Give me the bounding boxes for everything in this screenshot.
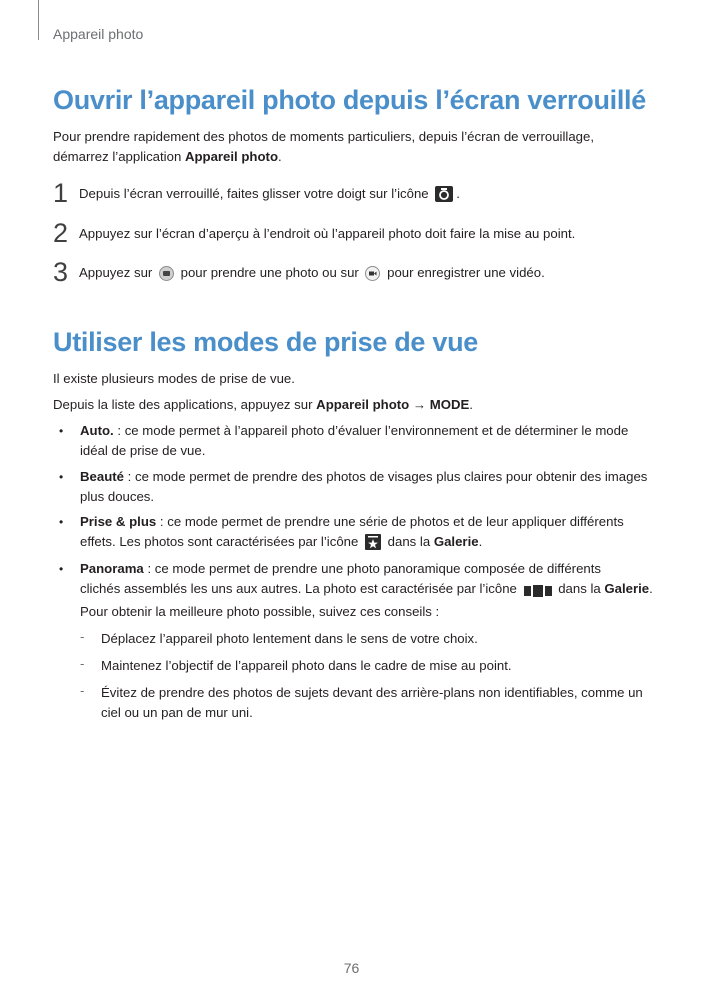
section-title-shooting-modes: Utiliser les modes de prise de vue [53, 327, 478, 357]
bullet-marker: • [59, 470, 64, 484]
dash-marker: - [80, 656, 85, 671]
mode-auto: Auto. : ce mode permet à l’appareil photo d’évaluer l’environnement et de déterminer le mode idéal de prise de vue. [80, 423, 629, 458]
tip-item: Déplacez l’appareil photo lentement dans le sens de votre choix. [101, 631, 478, 646]
section-title-lock-screen: Ouvrir l’appareil photo depuis l’écran verrouillé [53, 85, 646, 115]
step-number: 2 [53, 218, 69, 248]
step-3: 3 Appuyez sur pour prendre une photo ou sur pour enregistrer une vidéo. [53, 257, 545, 287]
dash-marker: - [80, 683, 85, 698]
modes-intro: Il existe plusieurs modes de prise de vue. [53, 371, 295, 386]
page-number: 76 [343, 960, 360, 976]
tip-item: Évitez de prendre des photos de sujets devant des arrière-plans non identifiables, comme un ciel ou un pan de mur uni. [101, 685, 643, 720]
shot-and-more-icon [365, 534, 381, 556]
step-number: 3 [53, 257, 69, 287]
camera-icon [435, 186, 453, 208]
mode-shot-and-more: Prise & plus : ce mode permet de prendre une série de photos et de leur appliquer différents effets. Les photos sont caractérisées par l’icône dans la Galerie. [80, 512, 655, 556]
step-2: 2 Appuyez sur l’écran d’aperçu à l’endroit où l’appareil photo doit faire la mise au point. [53, 218, 576, 248]
bullet-marker: • [59, 424, 64, 438]
step-1: 1 Depuis l’écran verrouillé, faites glisser votre doigt sur l’icône . [53, 178, 460, 208]
tip-item: Maintenez l’objectif de l’appareil photo dans le cadre de mise au point. [101, 658, 512, 673]
panorama-icon [524, 583, 552, 603]
running-head: Appareil photo [53, 26, 144, 42]
modes-path: Depuis la liste des applications, appuyez sur Appareil photo → MODE. [53, 397, 473, 412]
record-button-icon [365, 266, 380, 287]
intro-paragraph: Pour prendre rapidement des photos de moments particuliers, depuis l’écran de verrouillage, démarrez l’application Appareil photo. [53, 129, 594, 164]
mode-panorama: Panorama : ce mode permet de prendre une photo panoramique composée de différents clichés assemblés les uns aux autres. La photo est caractérisée par l’icône dans la Galerie. [80, 559, 655, 603]
step-number: 1 [53, 178, 69, 208]
bullet-marker: • [59, 515, 64, 529]
shutter-button-icon [159, 266, 174, 287]
dash-marker: - [80, 629, 85, 644]
mode-beauty: Beauté : ce mode permet de prendre des photos de visages plus claires pour obtenir des images plus douces. [80, 469, 648, 504]
tips-intro: Pour obtenir la meilleure photo possible, suivez ces conseils : [80, 604, 440, 619]
header-rule [38, 0, 39, 40]
bullet-marker: • [59, 562, 64, 576]
